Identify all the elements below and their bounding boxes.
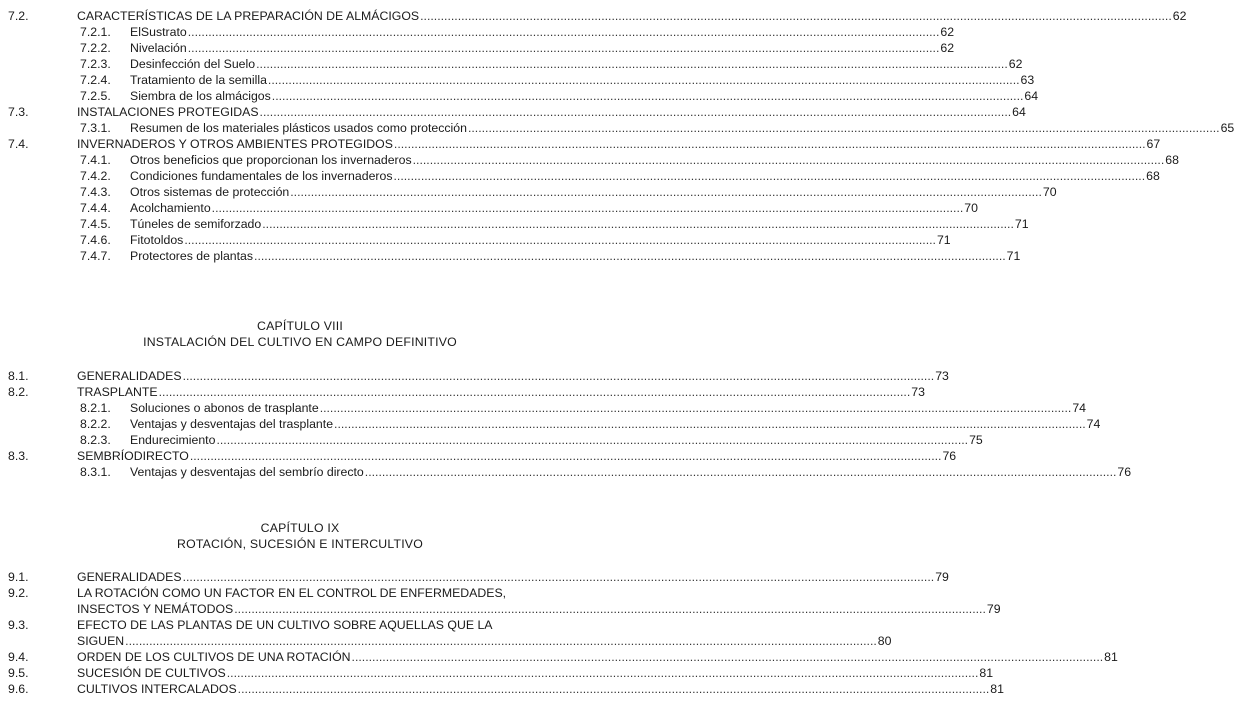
- toc-entry[interactable]: [0, 569, 949, 585]
- entry-page-number: 76: [1117, 465, 1132, 479]
- entry-title: Otros sistemas de protección: [130, 185, 290, 199]
- entry-number: 7.4.7.: [80, 249, 111, 263]
- entry-page-number: 73: [911, 385, 925, 399]
- chapter-title: ROTACIÓN, SUCESIÓN E INTERCULTIVO: [177, 537, 423, 551]
- entry-text: [77, 448, 957, 464]
- entry-text: [130, 184, 1057, 200]
- dot-leader: ............................................................................................................................................................................................................................: [364, 465, 1117, 479]
- entry-text: [77, 681, 1004, 697]
- entry-text: [77, 633, 892, 649]
- toc-entry[interactable]: [0, 248, 1021, 264]
- entry-number: 7.4.5.: [80, 217, 111, 231]
- entry-text: [77, 665, 994, 681]
- chapter-heading: CAPÍTULO VIII: [257, 319, 343, 333]
- dot-leader: ............................................................................................................................................................................................................................: [334, 417, 1086, 431]
- entry-page-number: 81: [979, 666, 994, 680]
- entry-text: [77, 601, 1001, 617]
- entry-number: 9.2.: [8, 586, 29, 600]
- toc-entry[interactable]: [0, 40, 955, 56]
- entry-title: CULTIVOS INTERCALADOS: [77, 682, 237, 696]
- dot-leader: ............................................................................................................................................................................................................................: [182, 369, 935, 383]
- entry-title: ElSustrato: [130, 25, 187, 39]
- entry-number: 7.2.2.: [80, 41, 111, 55]
- toc-entry[interactable]: [0, 8, 1187, 24]
- entry-title: Condiciones fundamentales de los invernaderos: [130, 169, 393, 183]
- entry-title: GENERALIDADES: [77, 570, 182, 584]
- toc-entry[interactable]: [0, 400, 1086, 416]
- entry-number: 7.4.2.: [80, 169, 111, 183]
- entry-text: [130, 24, 955, 40]
- entry-page-number: 62: [940, 41, 955, 55]
- entry-title: SUCESIÓN DE CULTIVOS: [77, 666, 226, 680]
- entry-title: INSTALACIONES PROTEGIDAS: [77, 105, 259, 119]
- entry-number: 8.3.: [8, 449, 29, 463]
- entry-number: 7.2.3.: [80, 57, 111, 71]
- entry-text: [130, 416, 1101, 432]
- entry-page-number: 64: [1012, 105, 1026, 119]
- entry-page-number: 79: [986, 602, 1001, 616]
- entry-page-number: 74: [1072, 401, 1086, 415]
- entry-title-continuation: INSECTOS Y NEMÁTODOS: [77, 602, 234, 616]
- entry-page-number: 76: [942, 449, 957, 463]
- toc-entry[interactable]: [0, 448, 957, 464]
- dot-leader: ............................................................................................................................................................................................................................: [234, 602, 986, 616]
- toc-entry[interactable]: [0, 184, 1057, 200]
- entry-title: Otros beneficios que proporcionan los invernaderos: [130, 153, 412, 167]
- entry-title: CARACTERÍSTICAS DE LA PREPARACIÓN DE ALMÁCIGOS: [77, 9, 420, 23]
- entry-page-number: 73: [935, 369, 949, 383]
- entry-number: 7.4.4.: [80, 201, 111, 215]
- entry-text: [130, 248, 1021, 264]
- chapter-title: INSTALACIÓN DEL CULTIVO EN CAMPO DEFINITIVO: [143, 335, 457, 349]
- entry-page-number: 75: [969, 433, 983, 447]
- toc-entry[interactable]: [0, 200, 978, 216]
- dot-leader: ............................................................................................................................................................................................................................: [393, 137, 1146, 151]
- entry-text: [77, 104, 1026, 120]
- entry-number: 8.2.3.: [80, 433, 111, 447]
- entry-page-number: 67: [1146, 137, 1161, 151]
- dot-leader: ............................................................................................................................................................................................................................: [184, 233, 936, 247]
- entry-page-number: 70: [964, 201, 978, 215]
- toc-entry[interactable]: [0, 152, 1179, 168]
- toc-entry[interactable]: [0, 384, 925, 400]
- entry-number: 8.3.1.: [80, 465, 111, 479]
- entry-title: ORDEN DE LOS CULTIVOS DE UNA ROTACIÓN: [77, 650, 351, 664]
- dot-leader: ............................................................................................................................................................................................................................: [259, 105, 1012, 119]
- toc-entry[interactable]: [0, 432, 983, 448]
- toc-entry[interactable]: [0, 104, 1026, 120]
- entry-page-number: 68: [1165, 153, 1179, 167]
- entry-number: 7.4.: [8, 137, 29, 151]
- toc-entry[interactable]: [0, 665, 994, 681]
- entry-page-number: 80: [877, 634, 892, 648]
- entry-number: 7.2.1.: [80, 25, 111, 39]
- entry-text: [130, 56, 1023, 72]
- dot-leader: ............................................................................................................................................................................................................................: [319, 401, 1072, 415]
- dot-leader: ............................................................................................................................................................................................................................: [271, 89, 1024, 103]
- dot-leader: ............................................................................................................................................................................................................................: [351, 650, 1104, 664]
- entry-number: 9.6.: [8, 682, 29, 696]
- dot-leader: ............................................................................................................................................................................................................................: [290, 185, 1042, 199]
- toc-entry[interactable]: [0, 617, 589, 633]
- entry-number: 9.5.: [8, 666, 29, 680]
- entry-number: 7.4.3.: [80, 185, 111, 199]
- dot-leader: ............................................................................................................................................................................................................................: [187, 25, 940, 39]
- toc-entry[interactable]: [0, 585, 589, 601]
- entry-page-number: 74: [1086, 417, 1101, 431]
- entry-text: [77, 368, 949, 384]
- entry-page-number: 63: [1020, 73, 1035, 87]
- entry-text: [130, 168, 1160, 184]
- toc-entry[interactable]: [0, 464, 1132, 480]
- entry-text: [130, 464, 1132, 480]
- dot-leader: ............................................................................................................................................................................................................................: [262, 217, 1014, 231]
- entry-number: 8.1.: [8, 369, 29, 383]
- entry-number: 9.1.: [8, 570, 29, 584]
- dot-leader: ............................................................................................................................................................................................................................: [254, 249, 1006, 263]
- entry-text: [130, 432, 983, 448]
- entry-text: [130, 232, 951, 248]
- entry-page-number: 70: [1042, 185, 1057, 199]
- entry-title: Endurecimiento: [130, 433, 216, 447]
- toc-entry[interactable]: [0, 120, 1234, 136]
- entry-title-continuation: SIGUEN: [77, 634, 125, 648]
- toc-entry[interactable]: [0, 368, 949, 384]
- entry-page-number: 81: [1104, 650, 1118, 664]
- entry-page-number: 81: [990, 682, 1004, 696]
- toc-entry[interactable]: [0, 232, 951, 248]
- toc-entry[interactable]: [0, 216, 1029, 232]
- entry-text: [77, 649, 1118, 665]
- entry-page-number: 71: [1006, 249, 1021, 263]
- entry-number: 7.2.: [8, 9, 29, 23]
- entry-number: 8.2.2.: [80, 417, 111, 431]
- toc-entry[interactable]: [0, 24, 955, 40]
- entry-text: [130, 152, 1179, 168]
- entry-title: Siembra de los almácigos: [130, 89, 271, 103]
- entry-page-number: 68: [1146, 169, 1160, 183]
- entry-page-number: 71: [936, 233, 951, 247]
- entry-number: 7.4.6.: [80, 233, 111, 247]
- entry-number: 7.3.1.: [80, 121, 111, 135]
- chapter-heading: CAPÍTULO IX: [260, 521, 340, 535]
- toc-entry[interactable]: [0, 681, 1004, 697]
- entry-text: [130, 200, 978, 216]
- entry-text: [130, 120, 1234, 136]
- entry-number: 7.2.4.: [80, 73, 111, 87]
- entry-page-number: 62: [1172, 9, 1187, 23]
- entry-page-number: 79: [935, 570, 949, 584]
- toc-entry[interactable]: [0, 72, 1035, 88]
- dot-leader: ............................................................................................................................................................................................................................: [420, 9, 1172, 23]
- entry-title: Ventajas y desventajas del sembrío directo: [130, 465, 364, 479]
- entry-text: [77, 384, 925, 400]
- entry-text: [77, 569, 949, 585]
- entry-page-number: 62: [1008, 57, 1023, 71]
- entry-page-number: 64: [1024, 89, 1039, 103]
- toc-entry[interactable]: [0, 88, 1039, 104]
- dot-leader: ............................................................................................................................................................................................................................: [393, 169, 1146, 183]
- dot-leader: ............................................................................................................................................................................................................................: [211, 201, 964, 215]
- entry-title: TRASPLANTE: [77, 385, 158, 399]
- entry-title: INVERNADEROS Y OTROS AMBIENTES PROTEGIDOS: [77, 137, 393, 151]
- entry-title: LA ROTACIÓN COMO UN FACTOR EN EL CONTROL DE ENFERMEDADES,: [77, 586, 507, 600]
- dot-leader: ............................................................................................................................................................................................................................: [187, 41, 940, 55]
- dot-leader: ............................................................................................................................................................................................................................: [412, 153, 1165, 167]
- entry-text: [130, 400, 1086, 416]
- entry-title: EFECTO DE LAS PLANTAS DE UN CULTIVO SOBRE AQUELLAS QUE LA: [77, 618, 493, 632]
- entry-number: 9.4.: [8, 650, 29, 664]
- dot-leader: ............................................................................................................................................................................................................................: [158, 385, 911, 399]
- entry-title: Tratamiento de la semilla: [130, 73, 267, 87]
- entry-title: Resumen de los materiales plásticos usados como protección: [130, 121, 467, 135]
- toc-entry-continuation[interactable]: [0, 601, 1001, 617]
- entry-title: GENERALIDADES: [77, 369, 182, 383]
- entry-title: Desinfección del Suelo: [130, 57, 256, 71]
- toc-entry[interactable]: [0, 649, 1118, 665]
- entry-title: Ventajas y desventajas del trasplante: [130, 417, 334, 431]
- entry-text: [130, 216, 1029, 232]
- entry-number: 8.2.1.: [80, 401, 111, 415]
- entry-title: Túneles de semiforzado: [130, 217, 262, 231]
- entry-title: Soluciones o abonos de trasplante: [130, 401, 319, 415]
- entry-title: SEMBRÍODIRECTO: [77, 449, 189, 463]
- entry-title: Fitotoldos: [130, 233, 184, 247]
- dot-leader: ............................................................................................................................................................................................................................: [467, 121, 1220, 135]
- dot-leader: ............................................................................................................................................................................................................................: [216, 433, 969, 447]
- entry-number: 7.4.1.: [80, 153, 111, 167]
- dot-leader: ............................................................................................................................................................................................................................: [226, 666, 979, 680]
- entry-number: 8.2.: [8, 385, 29, 399]
- entry-title: Nivelación: [130, 41, 187, 55]
- toc-entry[interactable]: [0, 136, 1161, 152]
- entry-page-number: 65: [1220, 121, 1234, 135]
- toc-entry[interactable]: [0, 168, 1160, 184]
- entry-page-number: 62: [940, 25, 955, 39]
- entry-number: 7.2.5.: [80, 89, 111, 103]
- dot-leader: ............................................................................................................................................................................................................................: [267, 73, 1020, 87]
- entry-text: [77, 8, 1187, 24]
- dot-leader: ............................................................................................................................................................................................................................: [125, 634, 877, 648]
- entry-page-number: 71: [1014, 217, 1029, 231]
- toc-entry[interactable]: [0, 56, 1023, 72]
- dot-leader: ............................................................................................................................................................................................................................: [182, 570, 935, 584]
- entry-text: [130, 40, 955, 56]
- dot-leader: ............................................................................................................................................................................................................................: [237, 682, 990, 696]
- entry-text: [130, 88, 1039, 104]
- entry-text: [130, 72, 1035, 88]
- entry-title: Protectores de plantas: [130, 249, 254, 263]
- toc-entry-continuation[interactable]: [0, 633, 892, 649]
- toc-entry[interactable]: [0, 416, 1101, 432]
- entry-number: 7.3.: [8, 105, 29, 119]
- dot-leader: ............................................................................................................................................................................................................................: [256, 57, 1008, 71]
- entry-number: 9.3.: [8, 618, 29, 632]
- dot-leader: ............................................................................................................................................................................................................................: [189, 449, 942, 463]
- entry-text: [77, 136, 1161, 152]
- entry-title: Acolchamiento: [130, 201, 211, 215]
